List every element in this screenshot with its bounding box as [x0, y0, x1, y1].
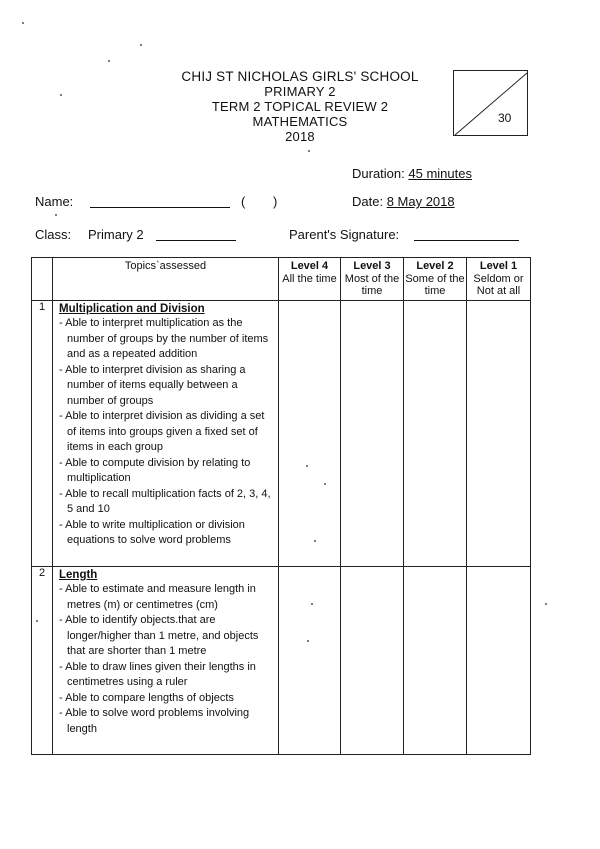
level-title: Level 4 — [290, 260, 329, 272]
signature-label: Parent's Signature: — [289, 227, 400, 242]
section-title: Length — [59, 569, 98, 581]
class-value: Primary 2 — [88, 227, 144, 242]
scan-speck — [60, 94, 62, 96]
scan-speck — [311, 603, 313, 605]
name-label: Name: — [35, 194, 74, 209]
list-item: - Able to interpret division as dividing a set of items into groups given a fixed set of items in each group — [59, 409, 274, 456]
table-header-row — [32, 258, 531, 301]
outcome-list — [53, 582, 278, 737]
section-topics — [53, 567, 279, 755]
date-value: 8 May 2018 — [386, 194, 455, 209]
scan-speck — [22, 22, 24, 24]
list-item: - Able to compute division by relating to multiplication — [59, 456, 274, 487]
number-header — [32, 258, 53, 301]
scan-speck — [324, 483, 326, 485]
duration-field — [352, 166, 472, 181]
duration-value: 45 minutes — [408, 166, 472, 181]
section-number: 1 — [32, 301, 53, 567]
review-title: TERM 2 TOPICAL REVIEW 2 — [211, 99, 389, 114]
table-row — [32, 567, 531, 755]
assessment-table — [31, 257, 531, 755]
date-label: Date: — [352, 194, 387, 209]
school-name: CHIJ ST NICHOLAS GIRLS' SCHOOL — [181, 69, 419, 84]
register-close-paren: ) — [273, 194, 278, 209]
list-item: - Able to estimate and measure length in metres (m) or centimetres (cm) — [59, 582, 274, 613]
level-desc: Some of the time — [405, 272, 465, 297]
list-item: - Able to interpret multiplication as the number of groups by the number of items and as a repeated addition — [59, 316, 274, 363]
class-level: PRIMARY 2 — [264, 84, 336, 99]
scan-speck — [140, 44, 142, 46]
level-header — [404, 258, 467, 301]
level-title: Level 2 — [416, 260, 454, 272]
scan-speck — [314, 540, 316, 542]
table-row — [32, 301, 531, 567]
class-label: Class: — [35, 227, 72, 242]
scan-speck — [308, 150, 310, 152]
list-item: - Able to solve word problems involving length — [59, 706, 274, 737]
level-header — [341, 258, 404, 301]
list-item: - Able to draw lines given their lengths in centimetres using a ruler — [59, 660, 274, 691]
register-open-paren: ( — [241, 194, 246, 209]
list-item: - Able to compare lengths of objects — [59, 691, 274, 707]
date-field — [352, 194, 455, 209]
scan-speck — [306, 465, 308, 467]
year: 2018 — [285, 129, 315, 144]
level-header — [279, 258, 341, 301]
score-diagonal — [454, 71, 529, 137]
level-2-cell[interactable] — [404, 301, 467, 567]
level-3-cell[interactable] — [341, 567, 404, 755]
level-title: Level 1 — [479, 260, 518, 272]
level-2-cell[interactable] — [404, 567, 467, 755]
subject-title: MATHEMATICS — [252, 114, 348, 129]
level-4-cell[interactable] — [279, 567, 341, 755]
section-topics — [53, 301, 279, 567]
list-item: - Able to write multiplication or division equations to solve word problems — [59, 518, 274, 549]
level-3-cell[interactable] — [341, 301, 404, 567]
section-title: Multiplication and Division — [59, 303, 205, 315]
score-total: 30 — [498, 111, 512, 125]
scan-speck — [108, 60, 110, 62]
list-item: - Able to interpret division as sharing a number of items equally between a number of groups — [59, 363, 274, 410]
level-title: Level 3 — [353, 260, 391, 272]
list-item: - Able to identify objects.that are longer/higher than 1 metre, and objects that are shorter than 1 metre — [59, 613, 274, 660]
level-1-cell[interactable] — [467, 567, 531, 755]
level-desc: Seldom or Not at all — [473, 272, 524, 297]
level-header — [467, 258, 531, 301]
section-number: 2 — [32, 567, 53, 755]
class-line[interactable] — [156, 240, 236, 241]
level-1-cell[interactable] — [467, 301, 531, 567]
level-desc: Most of the time — [344, 272, 400, 297]
signature-line[interactable] — [414, 240, 519, 241]
scan-speck — [36, 620, 38, 622]
outcome-list — [53, 316, 278, 549]
score-box — [453, 70, 528, 136]
name-line[interactable] — [90, 207, 230, 208]
duration-label: Duration: — [352, 166, 409, 181]
list-item: - Able to recall multiplication facts of 2, 3, 4, 5 and 10 — [59, 487, 274, 518]
topics-header: Topics`assessed — [53, 258, 279, 301]
scan-speck — [55, 214, 57, 216]
scan-speck — [545, 603, 547, 605]
scan-speck — [307, 640, 309, 642]
level-desc: All the time — [282, 272, 337, 285]
level-4-cell[interactable] — [279, 301, 341, 567]
